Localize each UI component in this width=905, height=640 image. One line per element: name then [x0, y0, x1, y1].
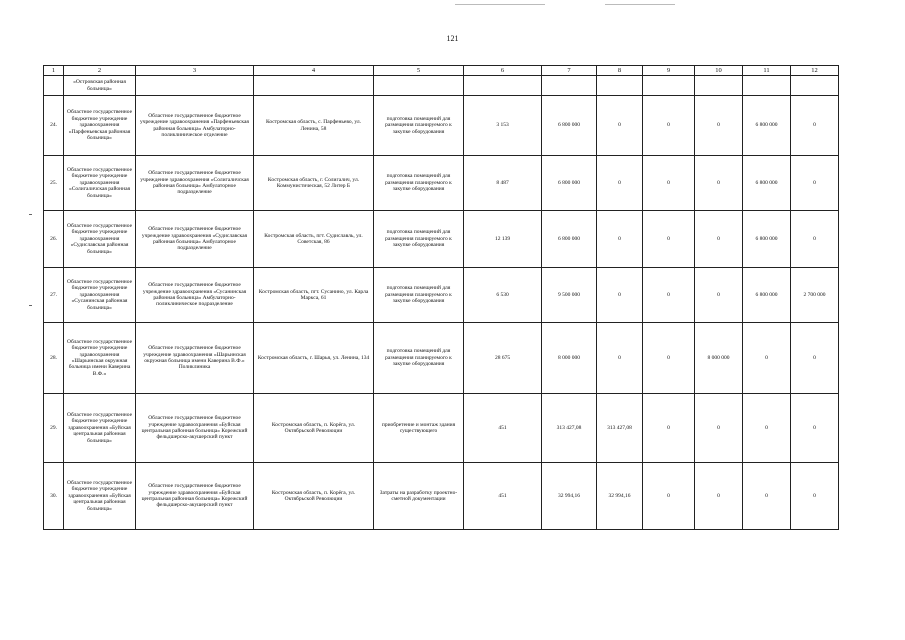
purpose-cell: приобретение и монтаж здания существующего — [374, 394, 464, 463]
value-col-9: 0 — [643, 156, 695, 211]
object-cell: Областное государственное бюджетное учреждение здравоохранения «Буйская центральная районная больница» Корежский фельдшерско-акушерский пункт — [136, 463, 254, 530]
value-col-6: 28 675 — [464, 323, 542, 394]
value-col-7: 32 994,16 — [542, 463, 597, 530]
table-row-partial — [44, 76, 839, 96]
value-col-8: 0 — [597, 96, 643, 156]
column-number: 6 — [464, 66, 542, 76]
column-number: 4 — [254, 66, 374, 76]
value-col-8: 0 — [597, 211, 643, 268]
address-cell: Костромская область, г. Солигалич, ул. Коммунистическая, 52 Литер Б — [254, 156, 374, 211]
scan-mark — [29, 305, 32, 306]
value-col-7: 9 500 000 — [542, 268, 597, 323]
value-col-12: 0 — [791, 96, 839, 156]
customer-cell: Областное государственное бюджетное учреждение здравоохранения «Солигаличская районная больница» — [64, 156, 136, 211]
value-col-9: 0 — [643, 394, 695, 463]
column-number: 8 — [597, 66, 643, 76]
value-col-12: 2 700 000 — [791, 268, 839, 323]
value-col-10: 0 — [695, 268, 743, 323]
value-col-11: 0 — [743, 394, 791, 463]
customer-cell: «Островская районная больница» — [64, 76, 136, 96]
value-col-12: 0 — [791, 394, 839, 463]
row-number: 28. — [44, 323, 64, 394]
table-row — [44, 211, 839, 268]
column-number: 1 — [44, 66, 64, 76]
value-col-10: 0 — [695, 96, 743, 156]
object-cell: Областное государственное бюджетное учреждение здравоохранения «Сусанинская районная больница» Амбулаторно-поликлиническое подразделение — [136, 268, 254, 323]
scan-mark — [29, 214, 32, 215]
value-col-11: 6 800 000 — [743, 211, 791, 268]
column-number: 2 — [64, 66, 136, 76]
purpose-cell: подготовка помещений для размещения планируемого к закупке оборудования — [374, 211, 464, 268]
value-col-8: 0 — [597, 156, 643, 211]
value-col-7: 313 427,08 — [542, 394, 597, 463]
value-col-6: 12 139 — [464, 211, 542, 268]
value-col-9: 0 — [643, 211, 695, 268]
value-col-8: 0 — [597, 323, 643, 394]
object-cell: Областное государственное бюджетное учреждение здравоохранения «Судиславская районная больница» Амбулаторное подразделение — [136, 211, 254, 268]
object-cell: Областное государственное бюджетное учреждение здравоохранения «Буйская центральная районная больница» Корежский фельдшерско-акушерский пункт — [136, 394, 254, 463]
table-row — [44, 394, 839, 463]
value-col-9: 0 — [643, 463, 695, 530]
value-col-10: 0 — [695, 463, 743, 530]
value-col-11: 0 — [743, 463, 791, 530]
value-col-10: 0 — [695, 211, 743, 268]
value-col-12: 0 — [791, 156, 839, 211]
value-col-6: 6 530 — [464, 268, 542, 323]
customer-cell: Областное государственное бюджетное учреждение здравоохранения «Судиславская районная больница» — [64, 211, 136, 268]
page-number: 121 — [446, 34, 459, 43]
value-col-6: 451 — [464, 463, 542, 530]
address-cell: Костромская область, с. Парфеньево, ул. Ленина, 58 — [254, 96, 374, 156]
table-row — [44, 323, 839, 394]
column-number: 5 — [374, 66, 464, 76]
value-col-7: 6 800 000 — [542, 211, 597, 268]
table-row — [44, 463, 839, 530]
value-col-10: 0 — [695, 394, 743, 463]
value-col-6: 8 487 — [464, 156, 542, 211]
customer-cell: Областное государственное бюджетное учреждение здравоохранения «Буйская центральная районная больница» — [64, 463, 136, 530]
purpose-cell: подготовка помещений для размещения планируемого к закупке оборудования — [374, 268, 464, 323]
column-number: 11 — [743, 66, 791, 76]
value-col-12: 0 — [791, 463, 839, 530]
value-col-8: 32 994,16 — [597, 463, 643, 530]
purpose-cell: подготовка помещений для размещения планируемого к закупке оборудования — [374, 156, 464, 211]
customer-cell: Областное государственное бюджетное учреждение здравоохранения «Сусанинская районная больница» — [64, 268, 136, 323]
table-row — [44, 96, 839, 156]
address-cell: Костромская область, пгт. Сусанино, ул. Карла Маркса, 61 — [254, 268, 374, 323]
row-number: 27. — [44, 268, 64, 323]
value-col-9: 0 — [643, 96, 695, 156]
customer-cell: Областное государственное бюджетное учреждение здравоохранения «Шарьинская окружная больница имени Каверина В.Ф.» — [64, 323, 136, 394]
projects-table — [43, 65, 839, 530]
value-col-7: 6 800 000 — [542, 156, 597, 211]
row-number: 25. — [44, 156, 64, 211]
top-scan-rule — [455, 4, 545, 5]
customer-cell: Областное государственное бюджетное учреждение здравоохранения «Буйская центральная районная больница» — [64, 394, 136, 463]
row-number: 30. — [44, 463, 64, 530]
value-col-9: 0 — [643, 323, 695, 394]
column-number: 10 — [695, 66, 743, 76]
row-number — [44, 76, 64, 96]
column-number: 7 — [542, 66, 597, 76]
value-col-9: 0 — [643, 268, 695, 323]
table-row — [44, 156, 839, 211]
table-row — [44, 268, 839, 323]
value-col-11: 6 800 000 — [743, 96, 791, 156]
row-number: 29. — [44, 394, 64, 463]
column-number: 3 — [136, 66, 254, 76]
value-col-12: 0 — [791, 211, 839, 268]
row-number: 24. — [44, 96, 64, 156]
value-col-6: 451 — [464, 394, 542, 463]
object-cell: Областное государственное бюджетное учреждение здравоохранения «Шарьинская окружная больница имени Каверина В.Ф.» Поликлиника — [136, 323, 254, 394]
object-cell: Областное государственное бюджетное учреждение здравоохранения «Солигаличская районная больница» Амбулаторное подразделение — [136, 156, 254, 211]
purpose-cell: подготовка помещений для размещения планируемого к закупке оборудования — [374, 323, 464, 394]
value-col-6: 3 153 — [464, 96, 542, 156]
value-col-8: 0 — [597, 268, 643, 323]
value-col-11: 0 — [743, 323, 791, 394]
address-cell: Костромская область, пгт. Судиславль, ул. Советская, 86 — [254, 211, 374, 268]
value-col-7: 8 000 000 — [542, 323, 597, 394]
column-number: 12 — [791, 66, 839, 76]
value-col-11: 6 800 000 — [743, 268, 791, 323]
purpose-cell: Затраты на разработку проектно-сметной документации — [374, 463, 464, 530]
column-number-row — [44, 66, 839, 76]
purpose-cell: подготовка помещений для размещения планируемого к закупке оборудования — [374, 96, 464, 156]
value-col-10: 0 — [695, 156, 743, 211]
address-cell: Костромская область, п. Корёга, ул. Октябрьской Революции — [254, 394, 374, 463]
column-number: 9 — [643, 66, 695, 76]
row-number: 26. — [44, 211, 64, 268]
value-col-7: 6 800 000 — [542, 96, 597, 156]
value-col-10: 8 000 000 — [695, 323, 743, 394]
address-cell: Костромская область, г. Шарья, ул. Ленина, 134 — [254, 323, 374, 394]
value-col-8: 313 427,08 — [597, 394, 643, 463]
object-cell: Областное государственное бюджетное учреждение здравоохранения «Парфеньевская районная больница» Амбулаторно-поликлиническое отделение — [136, 96, 254, 156]
value-col-11: 6 800 000 — [743, 156, 791, 211]
top-scan-rule-right — [605, 4, 675, 5]
customer-cell: Областное государственное бюджетное учреждение здравоохранения «Парфеньевская районная больница» — [64, 96, 136, 156]
value-col-12: 0 — [791, 323, 839, 394]
address-cell: Костромская область, п. Корёга, ул. Октябрьской Революции — [254, 463, 374, 530]
